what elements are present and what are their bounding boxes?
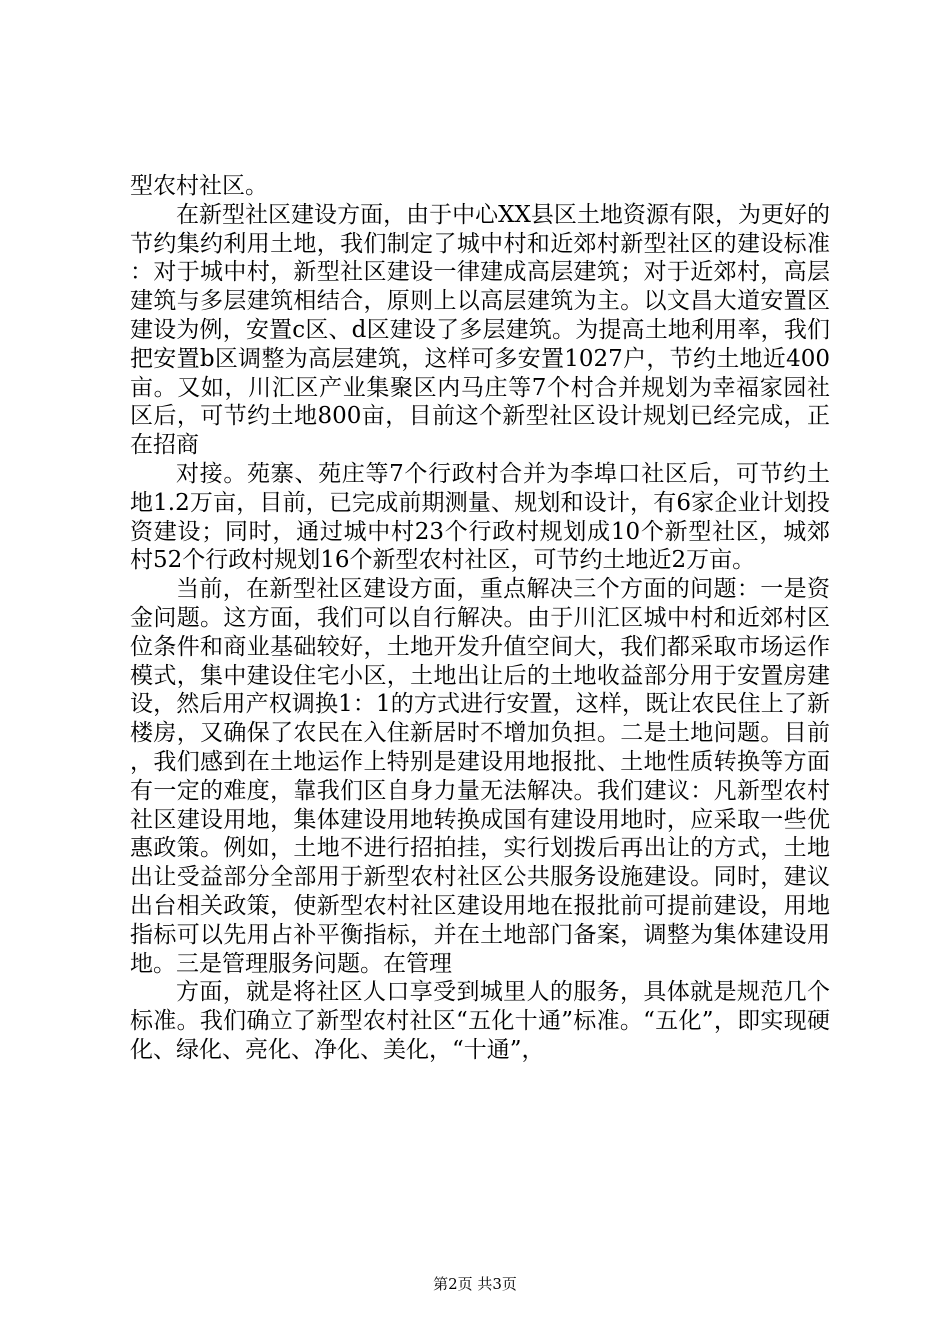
paragraph-1: 型农村社区。 (130, 173, 268, 199)
paragraph-3: 对接。苑寨、苑庄等7个行政村合并为李埠口社区后，可节约土地1.2万亩，目前，已完成前期测量、规划和设计，有6家企业计划投资建设；同时，通过城中村23个行政村规划成10个新型社区，城郊村52个行政村规划16个新型农村社区，可节约土地近2万亩。 (130, 460, 830, 574)
page-number-footer: 第2页 共3页 (433, 1275, 517, 1293)
paragraph-4: 当前，在新型社区建设方面，重点解决三个方面的问题：一是资金问题。这方面，我们可以自行解决。由于川汇区城中村和近郊村区位条件和商业基础较好，土地开发升值空间大，我们都采取市场运作模式，集中建设住宅小区，土地出让后的土地收益部分用于安置房建设，然后用产权调换1：1的方式进行安置，这样，既让农民住上了新楼房，又确保了农民在入住新居时不增加负担。二是土地问题。目前，我们感到在土地运作上特别是建设用地报批、土地性质转换等方面有一定的难度，靠我们区自身力量无法解决。我们建议：凡新型农村社区建设用地，集体建设用地转换成国有建设用地时，应采取一些优惠政策。例如，土地不进行招拍挂，实行划拨后再出让的方式，土地出让受益部分全部用于新型农村社区公共服务设施建设。同时，建议出台相关政策，使新型农村社区建设用地在报批前可提前建设，用地指标可以先用占补平衡指标，并在土地部门备案，调整为集体建设用地。三是管理服务问题。在管理 (130, 576, 830, 977)
paragraph-2: 在新型社区建设方面，由于中心XX县区土地资源有限，为更好的节约集约利用土地，我们制定了城中村和近郊村新型社区的建设标准：对于城中村，新型社区建设一律建成高层建筑；对于近郊村，高层建筑与多层建筑相结合，原则上以高层建筑为主。以文昌大道安置区建设为例，安置c区、d区建设了多层建筑。为提高土地利用率，我们把安置b区调整为高层建筑，这样可多安置1027户，节约土地近400亩。又如，川汇区产业集聚区内马庄等7个村合并规划为幸福家园社区后，可节约土地800亩，目前这个新型社区设计规划已经完成，正在招商 (130, 201, 830, 459)
document-body (130, 172, 830, 1065)
paragraph-5: 方面，就是将社区人口享受到城里人的服务，具体就是规范几个标准。我们确立了新型农村社区“五化十通”标准。“五化”，即实现硬化、绿化、亮化、净化、美化，“十通”， (130, 979, 830, 1063)
